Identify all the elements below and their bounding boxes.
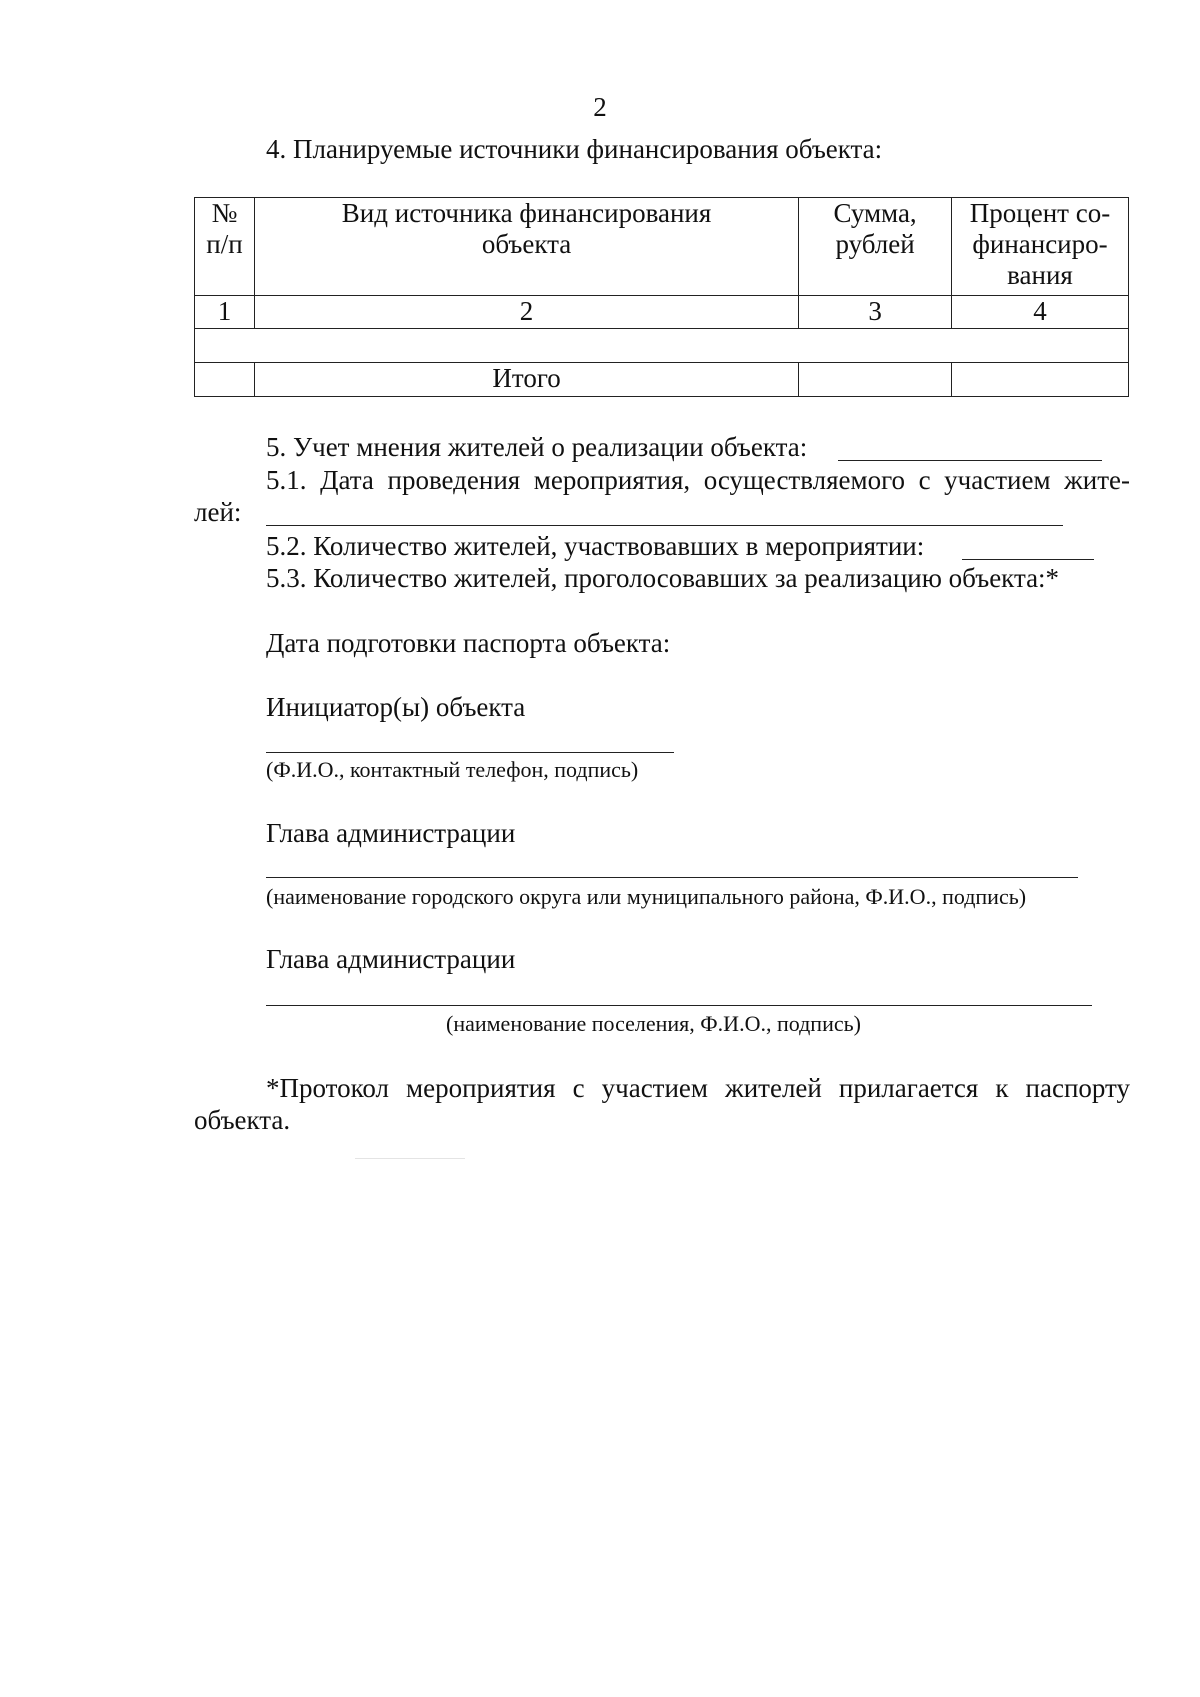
section-5-1-text: 5.1. Дата проведения мероприятия, осуществляемого с участием жите- xyxy=(266,465,1130,495)
table-total-row xyxy=(195,363,1129,397)
section-5-3-text: 5.3. Количество жителей, проголосовавших за реализацию объекта:* xyxy=(266,563,1060,593)
page-number: 2 xyxy=(593,92,607,122)
header-number-text: № п/п xyxy=(206,198,243,259)
section-5-2-fill-line xyxy=(962,559,1094,560)
head-2-caption: (наименование поселения, Ф.И.О., подпись) xyxy=(446,1011,861,1036)
scan-artifact xyxy=(355,1158,465,1159)
total-number-cell xyxy=(195,363,255,397)
head-1-label: Глава администрации xyxy=(266,818,516,848)
head-2-signature-line xyxy=(266,1005,1092,1006)
head-1-signature-line xyxy=(266,877,1078,878)
numbering-cell: 3 xyxy=(799,296,952,329)
section-5-fill-line xyxy=(838,460,1102,461)
header-sum-text: Сумма, рублей xyxy=(833,198,917,259)
footnote-line-1: *Протокол мероприятия с участием жителей прилагается к паспорту xyxy=(266,1073,1130,1103)
header-number xyxy=(195,198,255,296)
total-percent-cell xyxy=(952,363,1129,397)
numbering-cell: 1 xyxy=(195,296,255,329)
section-5-text: 5. Учет мнения жителей о реализации объекта: xyxy=(266,432,808,462)
table-numbering-row xyxy=(195,296,1129,329)
header-percent-text: Процент со-финансиро-вания xyxy=(969,198,1111,290)
section-4-title: 4. Планируемые источники финансирования объекта: xyxy=(266,134,883,164)
section-5-2-text: 5.2. Количество жителей, участвовавших в мероприятии: xyxy=(266,531,925,561)
header-source-type xyxy=(254,198,798,296)
numbering-cell: 4 xyxy=(952,296,1129,329)
table-header-row xyxy=(195,198,1129,296)
footnote-line-2: объекта. xyxy=(194,1105,291,1135)
total-label: Итого xyxy=(254,363,798,397)
head-2-label: Глава администрации xyxy=(266,944,516,974)
section-5-1-continuation: лей: xyxy=(194,497,242,527)
passport-date-label: Дата подготовки паспорта объекта: xyxy=(266,628,671,658)
numbering-cell: 2 xyxy=(254,296,798,329)
initiator-caption: (Ф.И.О., контактный телефон, подпись) xyxy=(266,757,639,782)
initiator-signature-line xyxy=(266,752,674,753)
empty-cell xyxy=(195,329,1129,363)
section-5-1-fill-line xyxy=(266,525,1063,526)
header-source-type-text: Вид источника финансирования объекта xyxy=(341,198,712,259)
header-percent xyxy=(952,198,1129,296)
initiator-label: Инициатор(ы) объекта xyxy=(266,692,526,722)
total-sum-cell xyxy=(799,363,952,397)
head-1-caption: (наименование городского округа или муниципального района, Ф.И.О., подпись) xyxy=(266,884,1027,909)
header-sum xyxy=(799,198,952,296)
table-empty-row xyxy=(195,329,1129,363)
financing-sources-table xyxy=(194,197,1129,397)
